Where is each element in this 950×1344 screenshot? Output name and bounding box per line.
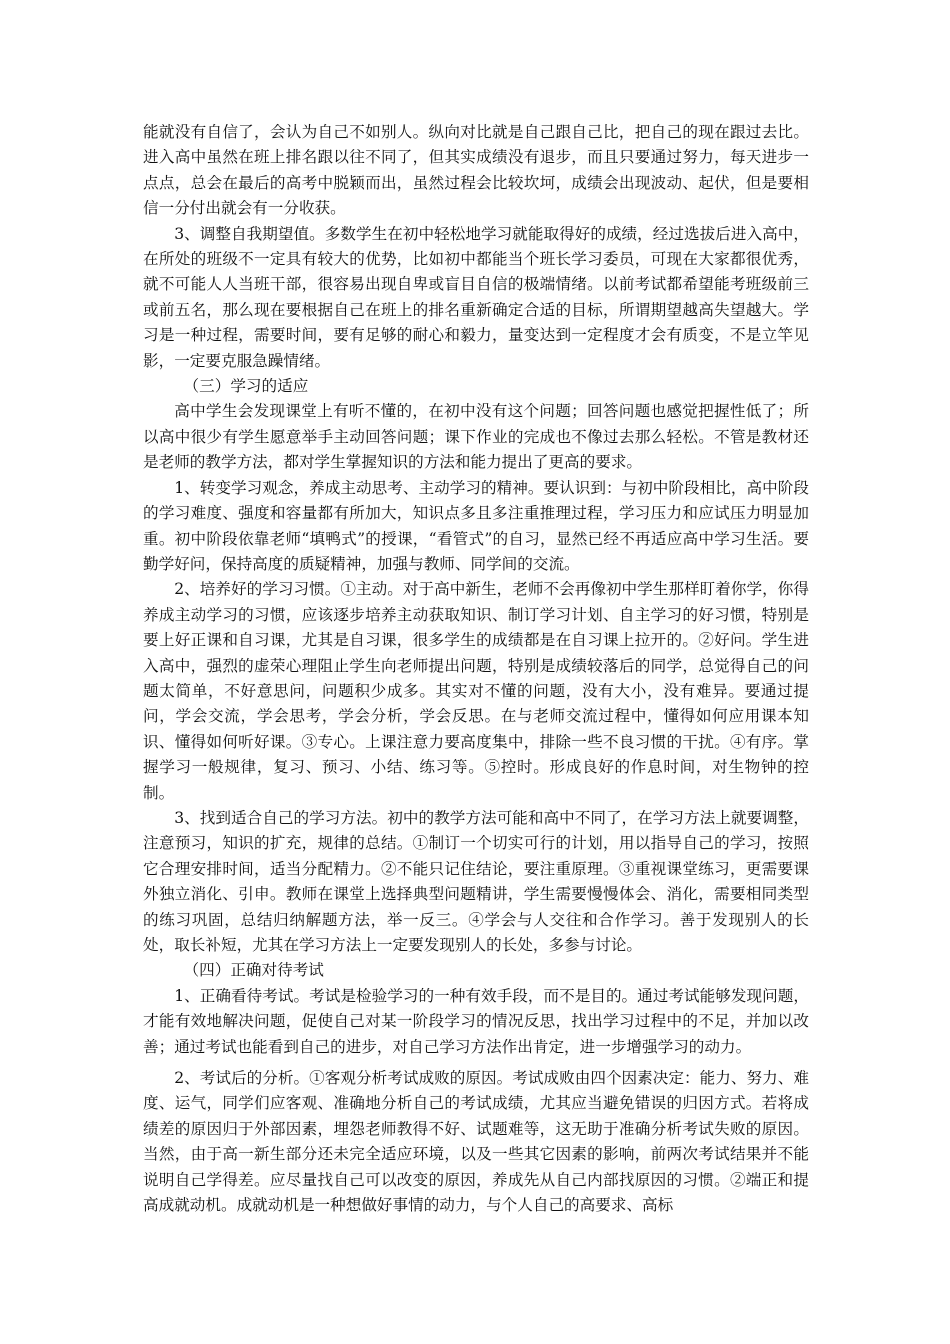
paragraph-exam-analysis: 2、考试后的分析。①客观分析考试成败的原因。考试成败由四个因素决定：能力、努力、难度、运气，同学们应客观、准确地分析自己的考试成绩，尤其应当避免错误的归因方式。若将成绩差的原因归于外部因素，埋怨老师教得不好、试题难等，这无助于准确分析考试失败的原因。当然，由于高一新生部分还未完全适应环境，以及一些其它因素的影响，前两次考试结果并不能说明自己学得差。应尽量找自己可以改变的原因，养成先从自己内部找原因的习惯。②端正和提高成就动机。成就动机是一种想做好事情的动力，与个人自己的高要求、高标: [143, 1069, 809, 1215]
document-page: [143, 120, 809, 1218]
paragraph-learning-methods: 3、找到适合自己的学习方法。初中的教学方法可能和高中不同了，在学习方法上就要调整，注意预习，知识的扩充，规律的总结。①制订一个切实可行的计划，用以指导自己的学习，按照它合理安排时间，适当分配精力。②不能只记住结论，要注重原理。③重视课堂练习，更需要课外独立消化、引申。教师在课堂上选择典型问题精讲，学生需要慢慢体会、消化，需要相同类型的练习巩固，总结归纳解题方法，举一反三。④学会与人交往和合作学习。善于发现别人的长处，取长补短，尤其在学习方法上一定要发现别人的长处，多参与讨论。: [143, 808, 809, 954]
paragraph-change-concept: 1、转变学习观念，养成主动思考、主动学习的精神。要认识到：与初中阶段相比，高中阶段的学习难度、强度和容量都有所加大，知识点多且多注重推理过程，学习压力和应试压力明显加重。初中阶段依靠老师“填鸭式”的授课，“看管式”的自习，显然已经不再适应高中学习生活。要勤学好问，保持高度的质疑精神，加强与教师、同学间的交流。: [143, 478, 809, 573]
paragraph-learning-intro: 高中学生会发现课堂上有听不懂的，在初中没有这个问题；回答问题也感觉把握性低了；所以高中很少有学生愿意举手主动回答问题；课下作业的完成也不像过去那么轻松。不管是教材还是老师的教学方法，都对学生掌握知识的方法和能力提出了更高的要求。: [143, 402, 809, 472]
paragraph-adjust-expectation: 3、调整自我期望值。多数学生在初中轻松地学习就能取得好的成绩，经过选拔后进入高中，在所处的班级不一定具有较大的优势，比如初中都能当个班长学习委员，可现在大家都很优秀，就不可能人人当班干部，很容易出现自卑或盲目自信的极端情绪。以前考试都希望能考班级前三或前五名，那么现在要根据自己在班上的排名重新确定合适的目标，所谓期望越高失望越大。学习是一种过程，需要时间，要有足够的耐心和毅力，量变达到一定程度才会有质变，不是立竿见影，一定要克服急躁情绪。: [143, 224, 809, 370]
paragraph-continuation: 能就没有自信了，会认为自己不如别人。纵向对比就是自己跟自己比，把自己的现在跟过去比。进入高中虽然在班上排名跟以往不同了，但其实成绩没有退步，而且只要通过努力，每天进步一点点，总会在最后的高考中脱颖而出，虽然过程会比较坎坷，成绩会出现波动、起伏，但是要相信一分付出就会有一分收获。: [143, 123, 809, 218]
section-heading-learning-adaptation: （三）学习的适应: [183, 377, 309, 396]
section-heading-exams: （四）正确对待考试: [183, 961, 324, 980]
paragraph-view-exams: 1、正确看待考试。考试是检验学习的一种有效手段，而不是目的。通过考试能够发现问题，才能有效地解决问题，促使自己对某一阶段学习的情况反思，找出学习过程中的不足，并加以改善；通过考试也能看到自己的进步，对自己学习方法作出肯定，进一步增强学习的动力。: [143, 986, 809, 1056]
paragraph-good-habits: 2、培养好的学习习惯。①主动。对于高中新生，老师不会再像初中学生那样盯着你学，你得养成主动学习的习惯，应该逐步培养主动获取知识、制订学习计划、自主学习的好习惯，特别是要上好正课和自习课，尤其是自习课，很多学生的成绩都是在自习课上拉开的。②好问。学生进入高中，强烈的虚荣心理阻止学生向老师提出问题，特别是成绩较落后的同学，总觉得自己的问题太简单，不好意思问，问题积少成多。其实对不懂的问题，没有大小，没有难异。要通过提问，学会交流，学会思考，学会分析，学会反思。在与老师交流过程中，懂得如何应用课本知识、懂得如何听好课。③专心。上课注意力要高度集中，排除一些不良习惯的干扰。④有序。掌握学习一般规律，复习、预习、小结、练习等。⑤控时。形成良好的作息时间，对生物钟的控制。: [143, 580, 809, 802]
